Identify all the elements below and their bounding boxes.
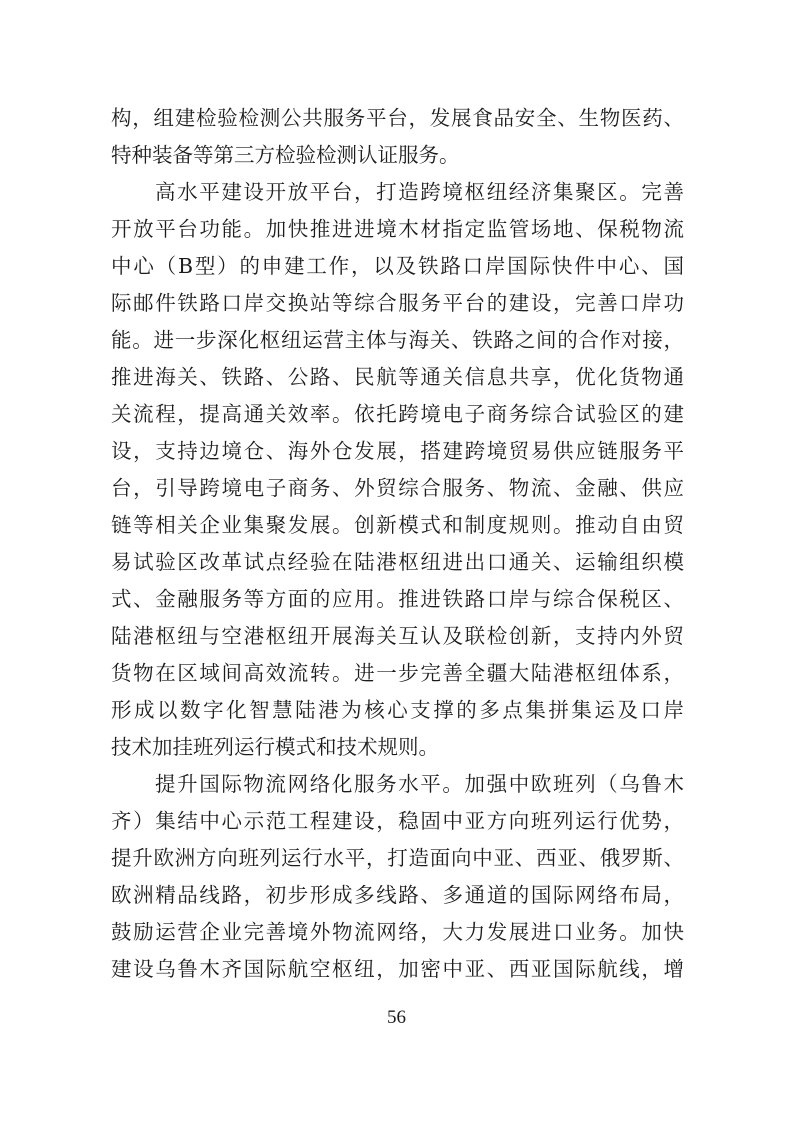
text-line: 高水平建设开放平台，打造跨境枢纽经济集聚区。完善 — [155, 180, 684, 204]
text-line: 能。进一步深化枢纽运营主体与海关、铁路之间的合作对接， — [111, 328, 684, 352]
text-line: 推进海关、铁路、公路、民航等通关信息共享，优化货物通 — [111, 365, 684, 389]
text-line: 提升欧洲方向班列运行水平，打造面向中亚、西亚、俄罗斯、 — [111, 846, 684, 870]
text-line: 齐）集结中心示范工程建设，稳固中亚方向班列运行优势， — [111, 809, 684, 833]
text-line: 台，引导跨境电子商务、外贸综合服务、物流、金融、供应 — [111, 476, 684, 500]
text-line: 提升国际物流网络化服务水平。加强中欧班列（乌鲁木 — [155, 772, 684, 796]
text-line: 构，组建检验检测公共服务平台，发展食品安全、生物医药、 — [111, 106, 684, 130]
paragraph-continuation — [111, 100, 684, 174]
text-line: 欧洲精品线路，初步形成多线路、多通道的国际网络布局， — [111, 883, 684, 907]
text-line: 际邮件铁路口岸交换站等综合服务平台的建设，完善口岸功 — [111, 291, 684, 315]
text-line: 鼓励运营企业完善境外物流网络，大力发展进口业务。加快 — [111, 920, 684, 944]
text-line: 陆港枢纽与空港枢纽开展海关互认及联检创新，支持内外贸 — [111, 624, 684, 648]
paragraph-logistics-network — [111, 766, 684, 988]
text-line: 建设乌鲁木齐国际航空枢纽，加密中亚、西亚国际航线，增 — [111, 957, 684, 981]
text-line: 特种装备等第三方检验检测认证服务。 — [111, 143, 460, 167]
text-line: 形成以数字化智慧陆港为核心支撑的多点集拼集运及口岸 — [111, 698, 684, 722]
document-body — [111, 100, 684, 988]
page-number: 56 — [387, 1007, 406, 1028]
text-line: 开放平台功能。加快推进进境木材指定监管场地、保税物流 — [111, 217, 684, 241]
text-line: 易试验区改革试点经验在陆港枢纽进出口通关、运输组织模 — [111, 550, 684, 574]
text-line: 链等相关企业集聚发展。创新模式和制度规则。推动自由贸 — [111, 513, 684, 537]
text-line: 货物在区域间高效流转。进一步完善全疆大陆港枢纽体系， — [111, 661, 684, 685]
text-line: 式、金融服务等方面的应用。推进铁路口岸与综合保税区、 — [111, 587, 684, 611]
text-line: 中心（B型）的申建工作，以及铁路口岸国际快件中心、国 — [111, 254, 684, 278]
text-line: 技术加挂班列运行模式和技术规则。 — [111, 735, 439, 759]
paragraph-open-platform — [111, 174, 684, 766]
text-line: 设，支持边境仓、海外仓发展，搭建跨境贸易供应链服务平 — [111, 439, 684, 463]
text-line: 关流程，提高通关效率。依托跨境电子商务综合试验区的建 — [111, 402, 684, 426]
